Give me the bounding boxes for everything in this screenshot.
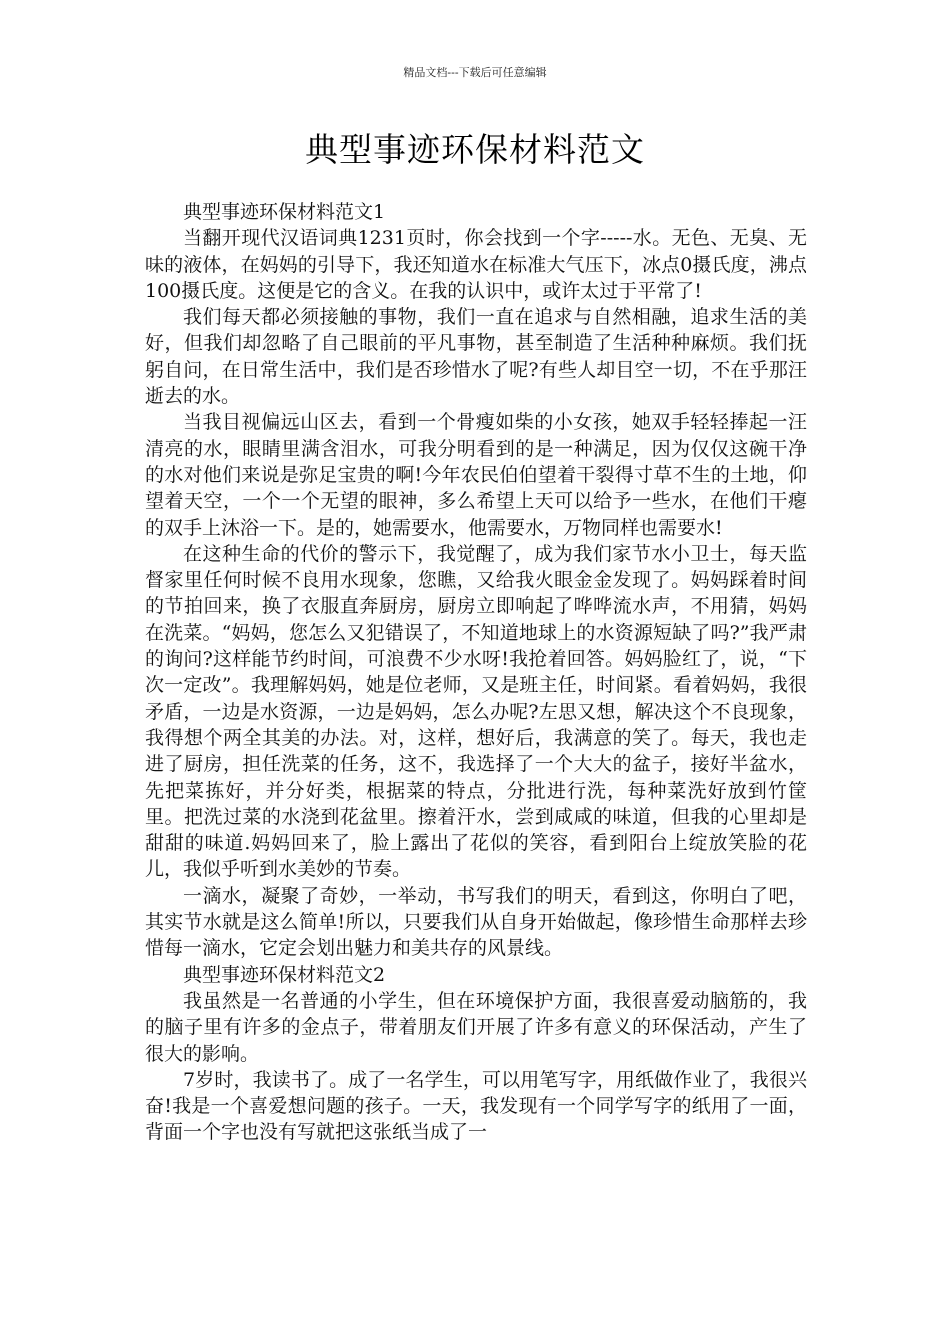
paragraph: 一滴水，凝聚了奇妙，一举动，书写我们的明天，看到这，你明白了吧，其实节水就是这么简单!所以，只要我们从自身开始做起，像珍惜生命那样去珍惜每一滴水，它定会划出魅力和美共存的风景线。 [145, 884, 807, 960]
header-note: 精品文档---下载后可任意编辑 [403, 66, 547, 79]
paragraph: 我虽然是一名普通的小学生，但在环境保护方面，我很喜爱动脑筋的，我的脑子里有许多的金点子，带着朋友们开展了许多有意义的环保活动，产生了很大的影响。 [145, 989, 807, 1065]
document-title: 典型事迹环保材料范文 [305, 130, 645, 169]
section-heading-2: 典型事迹环保材料范文2 [183, 963, 386, 986]
document-body [145, 199, 807, 1146]
paragraph: 当翻开现代汉语词典1231页时，你会找到一个字-----水。无色、无臭、无味的液体，在妈妈的引导下，我还知道水在标准大气压下，冰点0摄氏度，沸点100摄氏度。这便是它的含义。在我的认识中，或许太过于平常了! [145, 227, 807, 302]
paragraph: 我们每天都必须接触的事物，我们一直在追求与自然相融，追求生活的美好，但我们却忽略了自己眼前的平凡事物，甚至制造了生活种种麻烦。我们抚躬自问，在日常生活中，我们是否珍惜水了呢?有些人却目空一切，不在乎那汪逝去的水。 [145, 306, 807, 408]
paragraph: 7岁时，我读书了。成了一名学生，可以用笔写字，用纸做作业了，我很兴奋!我是一个喜爱想问题的孩子。一天，我发现有一个同学写字的纸用了一面，背面一个字也没有写就把这张纸当成了一 [145, 1068, 807, 1144]
paragraph: 当我目视偏远山区去，看到一个骨瘦如柴的小女孩，她双手轻轻捧起一汪清亮的水，眼睛里满含泪水，可我分明看到的是一种满足，因为仅仅这碗干净的水对他们来说是弥足宝贵的啊!今年农民伯伯望着干裂得寸草不生的土地，仰望着天空，一个一个无望的眼神，多么希望上天可以给予一些水，在他们干瘪的双手上沐浴一下。是的，她需要水，他需要水，万物同样也需要水! [145, 411, 807, 539]
section-heading-1: 典型事迹环保材料范文1 [183, 201, 386, 223]
paragraph: 在这种生命的代价的警示下，我觉醒了，成为我们家节水小卫士，每天监督家里任何时候不良用水现象，您瞧，又给我火眼金金发现了。妈妈踩着时间的节拍回来，换了衣服直奔厨房，厨房立即响起了哗哗流水声，不用猜，妈妈在洗菜。“妈妈，您怎么又犯错误了，不知道地球上的水资源短缺了吗?”我严肃的询问?这样能节约时间，可浪费不少水呀!我抢着回答。妈妈脸红了，说，“下次一定改”。我理解妈妈，她是位老师，又是班主任，时间紧。看着妈妈，我很矛盾，一边是水资源，一边是妈妈，怎么办呢?左思又想，解决这个不良现象，我得想个两全其美的办法。对，这样，想好后，我满意的笑了。每天，我也走进了厨房，担任洗菜的任务，这不，我选择了一个大大的盆子，接好半盆水，先把菜拣好，并分好类，根据菜的特点，分批进行洗，每种菜洗好放到竹筐里。把洗过菜的水浇到花盆里。擦着汗水，尝到咸咸的味道，但我的心里却是甜甜的味道.妈妈回来了，脸上露出了花似的笑容，看到阳台上绽放笑脸的花儿，我似乎听到水美妙的节奏。 [145, 542, 807, 881]
